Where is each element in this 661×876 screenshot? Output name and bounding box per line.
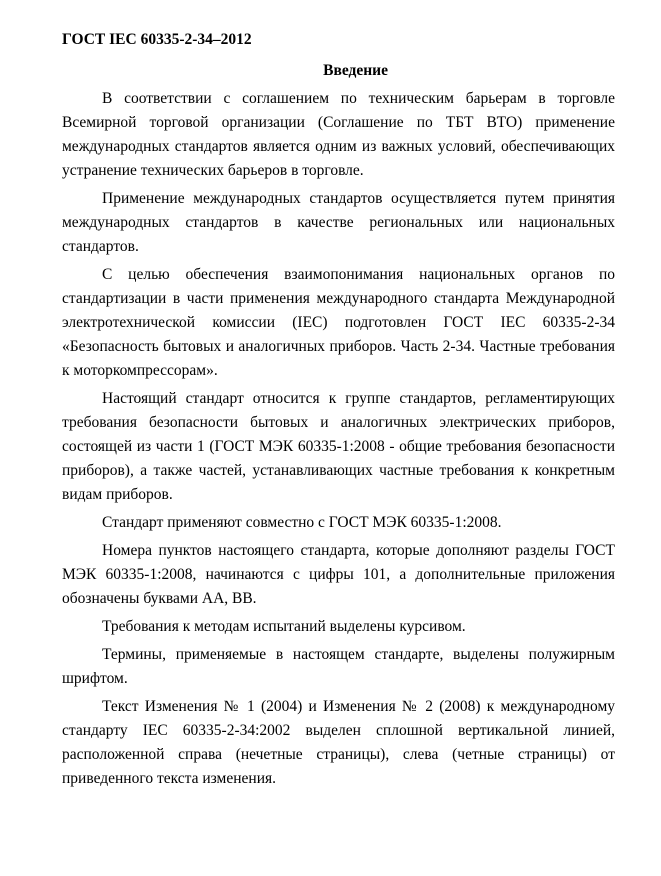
paragraph-mutual-understanding: С целью обеспечения взаимопонимания национальных органов по стандартизации в части применения международного стандарта Международной электротехнической комиссии (IEC) подготовлен ГОСТ IEC 60335-2-34 «Безопасность бытовых и аналогичных приборов. Часть 2-34. Частные требования к моторкомпрессорам». [62, 266, 615, 379]
paragraph-test-methods: Требования к методам испытаний выделены курсивом. [102, 618, 466, 635]
section-title: Введение [323, 62, 388, 79]
paragraph-wto-agreement: В соответствии с соглашением по техническим барьерам в торговле Всемирной торговой организации (Соглашение по ТБТ ВТО) применение международных стандартов является одним из важных условий, обеспечивающих устранение технических барьеров в торговле. [62, 90, 615, 179]
document-header-code: ГОСТ IEC 60335-2-34–2012 [62, 31, 252, 48]
paragraph-terms: Термины, применяемые в настоящем стандарте, выделены полужирным шрифтом. [62, 646, 615, 687]
paragraph-joint-use: Стандарт применяют совместно с ГОСТ МЭК 60335-1:2008. [102, 514, 502, 531]
paragraph-clause-numbers: Номера пунктов настоящего стандарта, которые дополняют разделы ГОСТ МЭК 60335-1:2008, начинаются с цифры 101, а дополнительные приложения обозначены буквами АА, ВВ. [62, 542, 615, 607]
paragraph-international-standards: Применение международных стандартов осуществляется путем принятия международных стандартов в качестве региональных или национальных стандартов. [62, 190, 615, 255]
paragraph-standard-group: Настоящий стандарт относится к группе стандартов, регламентирующих требования безопасности бытовых и аналогичных электрических приборов, состоящей из части 1 (ГОСТ МЭК 60335-1:2008 - общие требования безопасности приборов), а также частей, устанавливающих частные требования к конкретным видам приборов. [62, 390, 615, 503]
paragraph-amendments: Текст Изменения № 1 (2004) и Изменения № 2 (2008) к международному стандарту IEC 60335-2-34:2002 выделен сплошной вертикальной линией, расположенной справа (нечетные страницы), слева (четные страницы) от приведенного текста изменения. [62, 698, 615, 787]
document-page [62, 30, 615, 791]
body-text [62, 87, 615, 791]
